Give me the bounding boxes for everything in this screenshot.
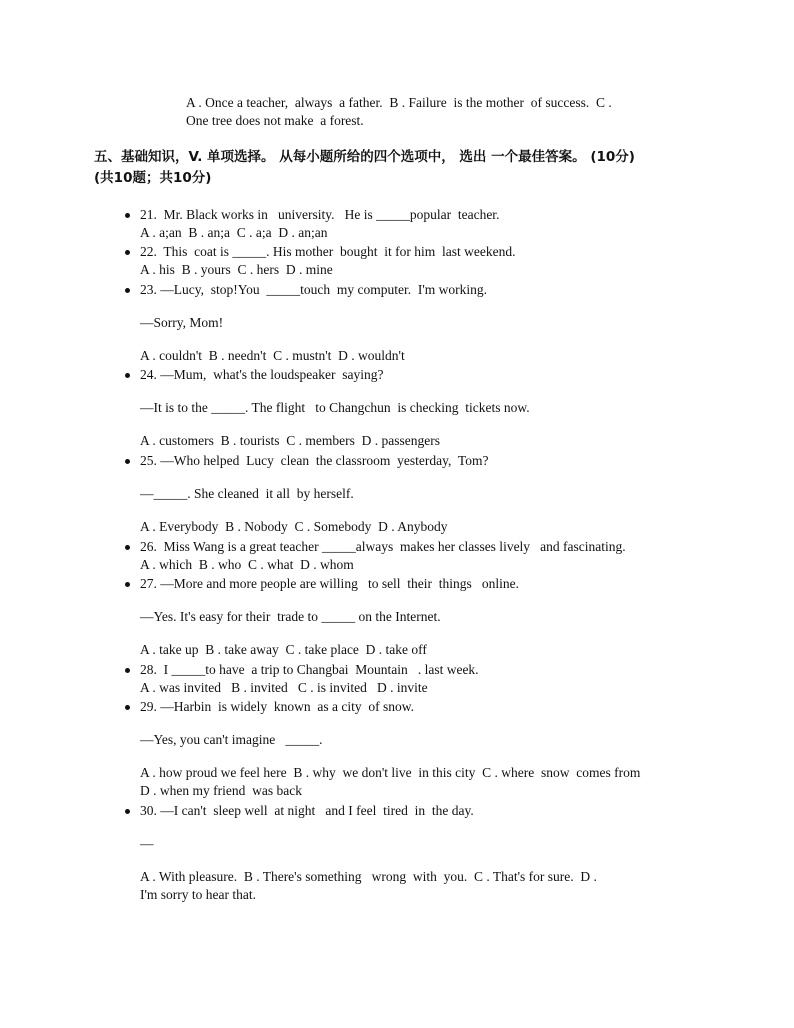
question-26 bbox=[140, 538, 700, 574]
question-stem: 30. —I can't sleep well at night and I feel tired in the day. bbox=[140, 803, 474, 818]
bullet-icon bbox=[125, 213, 130, 218]
question-dialog: — bbox=[140, 836, 154, 851]
bullet-icon bbox=[125, 288, 130, 293]
question-stem: 25. —Who helped Lucy clean the classroom yesterday, Tom? bbox=[140, 453, 489, 468]
question-stem: 29. —Harbin is widely known as a city of snow. bbox=[140, 699, 414, 714]
question-23 bbox=[140, 281, 700, 365]
question-options: A . Everybody B . Nobody C . Somebody D . Anybody bbox=[140, 519, 448, 534]
question-options: A . how proud we feel here B . why we don't live in this city C . where snow comes from D . when my friend was back bbox=[140, 765, 641, 798]
previous-question-options bbox=[186, 94, 666, 130]
question-24 bbox=[140, 366, 700, 450]
question-stem: 23. —Lucy, stop!You _____touch my computer. I'm working. bbox=[140, 282, 488, 297]
question-stem: 27. —More and more people are willing to sell their things online. bbox=[140, 576, 520, 591]
question-options: A . take up B . take away C . take place D . take off bbox=[140, 642, 427, 657]
section-title-line-1: 五、基础知识，V. 单项选择。 从每小题所给的四个选项中， 选出 一个最佳答案。 (10分) bbox=[94, 149, 635, 165]
question-21 bbox=[140, 206, 700, 242]
section-heading bbox=[94, 147, 714, 189]
question-28 bbox=[140, 661, 700, 697]
bullet-icon bbox=[125, 545, 130, 550]
question-stem: 24. —Mum, what's the loudspeaker saying? bbox=[140, 367, 384, 382]
bullet-icon bbox=[125, 668, 130, 673]
bullet-icon bbox=[125, 250, 130, 255]
bullet-icon bbox=[125, 705, 130, 710]
question-dialog: —Yes. It's easy for their trade to _____ on the Internet. bbox=[140, 609, 441, 624]
bullet-icon bbox=[125, 582, 130, 587]
question-dialog: —It is to the _____. The flight to Changchun is checking tickets now. bbox=[140, 400, 530, 415]
question-22 bbox=[140, 243, 700, 279]
bullet-icon bbox=[125, 459, 130, 464]
question-25 bbox=[140, 452, 700, 536]
carryover-line-1: A . Once a teacher, always a father. B . Failure is the mother of success. C . bbox=[186, 95, 612, 110]
question-dialog: —Yes, you can't imagine _____. bbox=[140, 732, 323, 747]
question-27 bbox=[140, 575, 700, 659]
section-title-line-2: (共10题；共10分) bbox=[94, 170, 212, 186]
question-options: A . With pleasure. B . There's something wrong with you. C . That's for sure. D . I'm sorry to hear that. bbox=[140, 869, 597, 902]
bullet-icon bbox=[125, 373, 130, 378]
question-options: A . customers B . tourists C . members D . passengers bbox=[140, 433, 440, 448]
carryover-line-2: One tree does not make a forest. bbox=[186, 113, 364, 128]
question-options: A . which B . who C . what D . whom bbox=[140, 557, 354, 572]
question-stem: 21. Mr. Black works in university. He is _____popular teacher. bbox=[140, 207, 500, 222]
bullet-icon bbox=[125, 809, 130, 814]
question-options: A . a;an B . an;a C . a;a D . an;an bbox=[140, 225, 328, 240]
question-options: A . his B . yours C . hers D . mine bbox=[140, 262, 333, 277]
question-options: A . couldn't B . needn't C . mustn't D . wouldn't bbox=[140, 348, 405, 363]
question-stem: 28. I _____to have a trip to Changbai Mountain . last week. bbox=[140, 662, 479, 677]
question-29 bbox=[140, 698, 700, 800]
question-stem: 22. This coat is _____. His mother bought it for him last weekend. bbox=[140, 244, 516, 259]
question-options: A . was invited B . invited C . is invited D . invite bbox=[140, 680, 428, 695]
question-dialog: —Sorry, Mom! bbox=[140, 315, 224, 330]
question-stem: 26. Miss Wang is a great teacher _____always makes her classes lively and fascinating. bbox=[140, 539, 626, 554]
question-30 bbox=[140, 802, 700, 904]
question-dialog: —_____. She cleaned it all by herself. bbox=[140, 486, 354, 501]
